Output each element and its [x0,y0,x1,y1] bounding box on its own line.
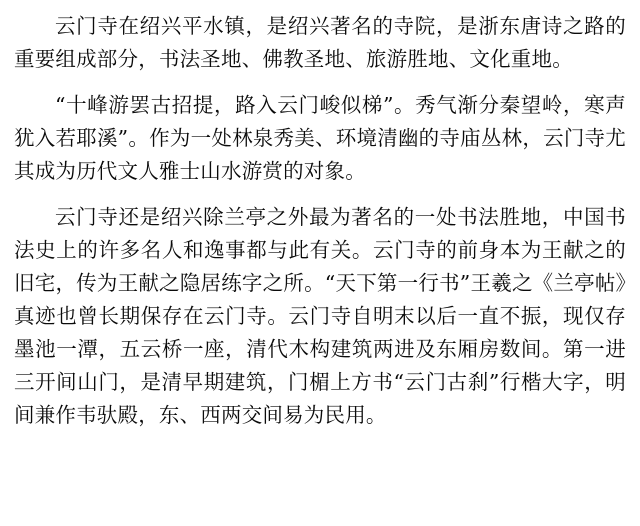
paragraph-2: “十峰游罢古招提，路入云门峻似梯”。秀气渐分秦望岭，寒声犹入若耶溪”。作为一处林泉秀美、环境清幽的寺庙丛林，云门寺尤其成为历代文人雅士山水游赏的对象。 [14,93,626,183]
paragraph-1: 云门寺在绍兴平水镇，是绍兴著名的寺院，是浙东唐诗之路的重要组成部分，书法圣地、佛教圣地、旅游胜地、文化重地。 [14,14,626,71]
paragraph-3: 云门寺还是绍兴除兰亭之外最为著名的一处书法胜地，中国书法史上的许多名人和逸事都与此有关。云门寺的前身本为王献之的旧宅，传为王献之隐居练字之所。“天下第一行书”王羲之《兰亭帖》真迹也曾长期保存在云门寺。云门寺自明末以后一直不振，现仅存墨池一潭，五云桥一座，清代木构建筑两进及东厢房数间。第一进三开间山门，是清早期建筑，门楣上方书“云门古刹”行楷大字，明间兼作韦驮殿，东、西两交间易为民用。 [14,205,626,427]
